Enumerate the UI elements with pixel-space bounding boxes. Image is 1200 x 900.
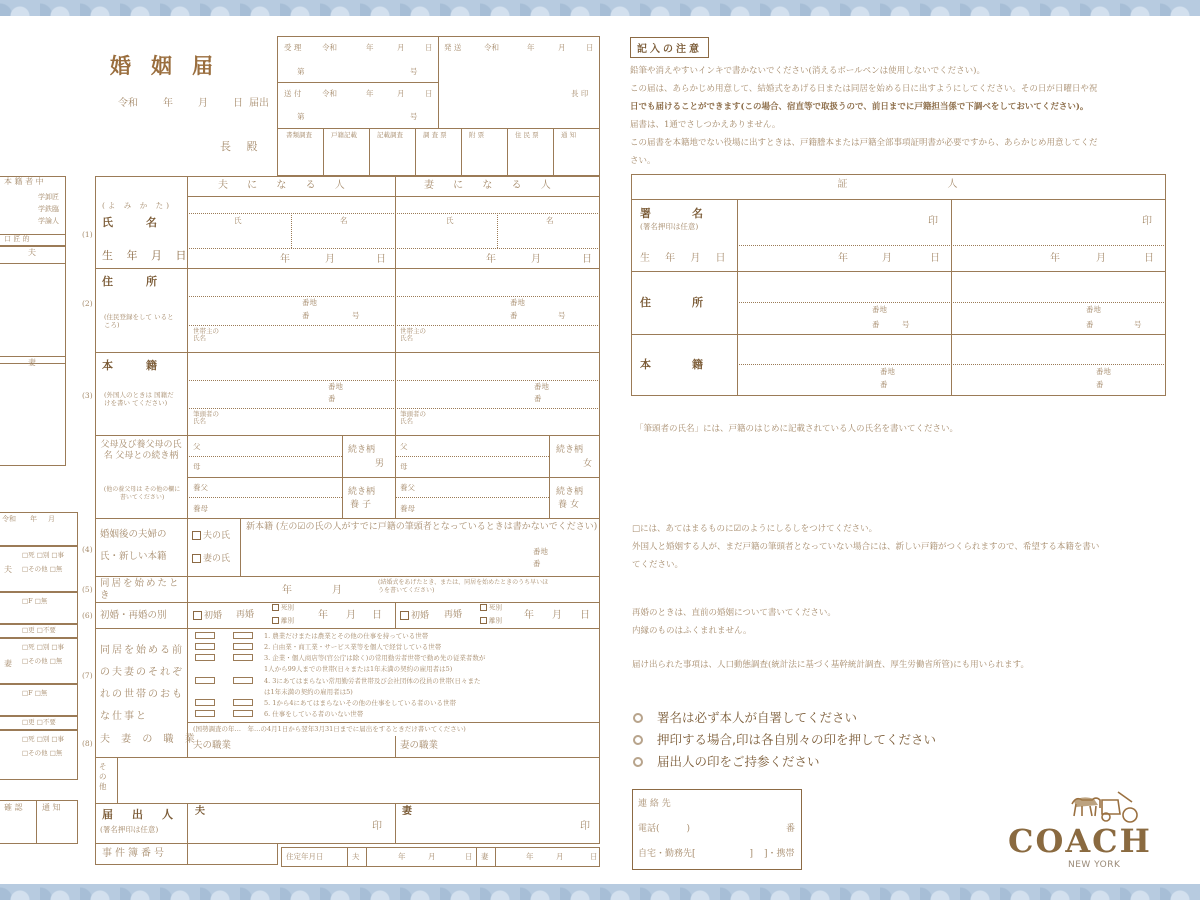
brand-subtitle: NEW YORK <box>1068 860 1121 870</box>
reminder-item: 押印する場合,印は各自別々の印を押してください <box>633 729 936 751</box>
circle-bullet-icon <box>633 735 643 745</box>
reminders-list <box>633 707 936 773</box>
checkbox[interactable] <box>192 554 201 563</box>
wife-occ-5[interactable] <box>233 699 253 706</box>
wife-occ-3[interactable] <box>233 654 253 661</box>
checkbox[interactable] <box>400 611 409 620</box>
husband-divorced-option[interactable]: 離別 <box>272 617 294 624</box>
wife-divorced-option[interactable]: 離別 <box>480 617 502 624</box>
instructions-header: 記入の注意 <box>630 37 709 58</box>
husband-occ-6[interactable] <box>195 710 215 717</box>
checkbox[interactable] <box>192 531 201 540</box>
checkbox[interactable] <box>272 604 279 611</box>
husband-bereaved-option[interactable]: 死別 <box>272 604 294 611</box>
circle-bullet-icon <box>633 757 643 767</box>
husband-occ-4[interactable] <box>195 677 215 684</box>
checkbox[interactable] <box>480 604 487 611</box>
column-wife: 妻 に な る 人 <box>424 180 559 191</box>
wife-occ-4[interactable] <box>233 677 253 684</box>
checkbox[interactable] <box>480 617 487 624</box>
decorative-bottom-band <box>0 884 1200 900</box>
husband-occ-1[interactable] <box>195 632 215 639</box>
husband-occ-2[interactable] <box>195 643 215 650</box>
reminder-item: 署名は必ず本人が自署してください <box>633 707 936 729</box>
wife-bereaved-option[interactable]: 死別 <box>480 604 502 611</box>
wife-occ-6[interactable] <box>233 710 253 717</box>
column-husband: 夫 に な る 人 <box>218 180 353 191</box>
horse-carriage-icon <box>1068 790 1148 824</box>
addressee: 長 殿 <box>220 140 264 153</box>
checkbox[interactable] <box>272 617 279 624</box>
wife-first-marriage-option[interactable]: 初婚 <box>400 611 429 621</box>
husband-surname-option[interactable]: 夫の氏 <box>192 531 230 541</box>
husband-occ-5[interactable] <box>195 699 215 706</box>
reminder-item: 届出人の印をご持参ください <box>633 751 936 773</box>
decorative-top-band <box>0 0 1200 16</box>
circle-bullet-icon <box>633 713 643 723</box>
wife-occ-2[interactable] <box>233 643 253 650</box>
wife-surname-option[interactable]: 妻の氏 <box>192 554 230 564</box>
husband-occ-3[interactable] <box>195 654 215 661</box>
brand-name: COACH <box>1008 822 1152 860</box>
husband-first-marriage-option[interactable]: 初婚 <box>193 611 222 621</box>
form-title: 婚姻届 <box>110 53 233 78</box>
wife-occ-1[interactable] <box>233 632 253 639</box>
checkbox[interactable] <box>193 611 202 620</box>
